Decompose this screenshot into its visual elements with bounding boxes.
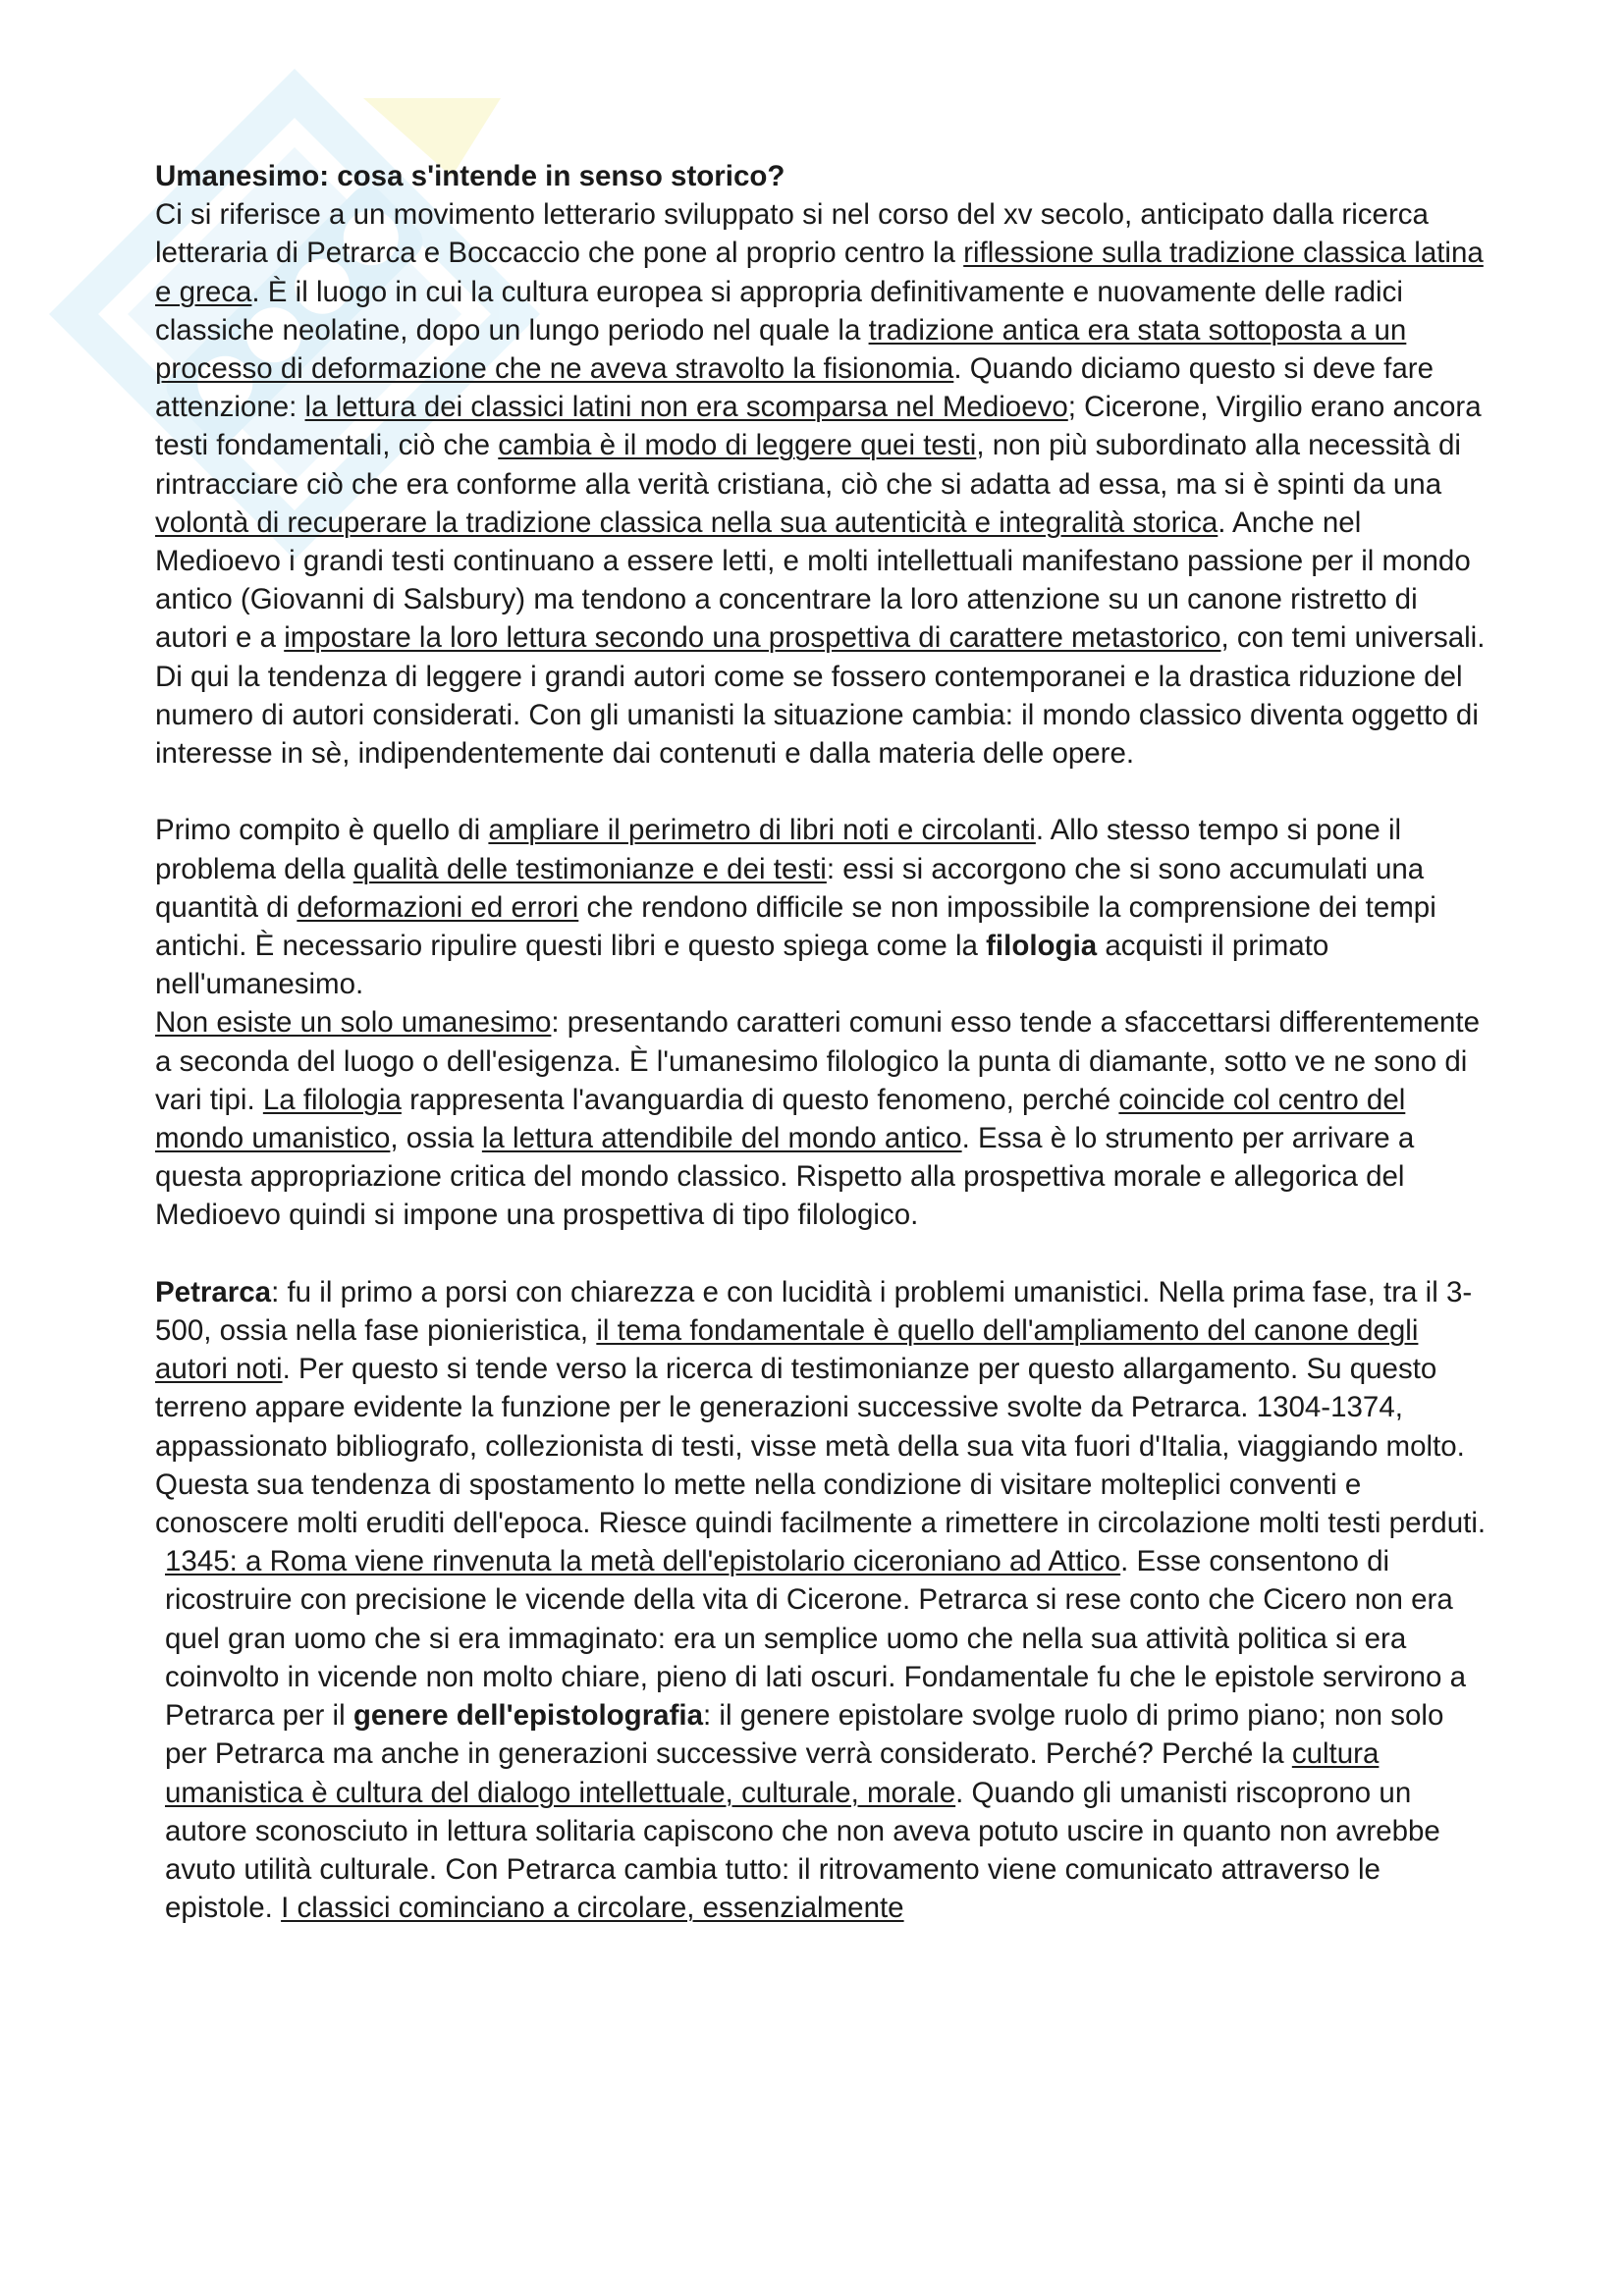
text-run: ; Cicerone, Virgilio erano ancora testi fondamentali, ciò che <box>155 391 1482 462</box>
text-run: . Per questo si tende verso la ricerca di testimonianze per questo allargamento. Su questo terreno appare evidente la funzione per le generazioni successive svolte da Petrarca. 1304-1374, appassionato bibliografo, collezionista di testi, visse metà della sua vita fuori d'Italia, viaggiando molto. Questa sua tendenza di spostamento lo mette nella condizione di visitare molteplici conventi e conoscere molti eruditi dell'epoca. Riesce quindi facilmente a rimettere in circolazione molti testi perduti. <box>155 1353 1487 1540</box>
underlined-phrase: I classici cominciano a circolare, essenzialmente <box>281 1892 904 1925</box>
text-run: . Quando gli umanisti riscoprono un autore sconosciuto in lettura solitaria capiscono che non aveva potuto uscire in quanto non avrebbe avuto utilità culturale. Con Petrarca cambia tutto: il ritrovamento viene comunicato attraverso le epistole. <box>165 1776 1440 1925</box>
paragraph-filologia <box>155 811 1490 1003</box>
text-run: : essi si accorgono che si sono accumulati una quantità di <box>155 852 1425 924</box>
text-run: : presentando caratteri comuni esso tende a sfaccettarsi differentemente a seconda del luogo o dell'esigenza. È l'umanesimo filologico la punta di diamante, sotto ve ne sono di vari tipi. <box>155 1006 1481 1116</box>
underlined-phrase: riflessione sulla tradizione classica latina e greca <box>155 237 1484 308</box>
paragraph-umanesimi <box>155 1003 1490 1234</box>
bold-term: genere dell'epistolografia <box>352 1699 704 1733</box>
text-run: . Esse consentono di ricostruire con precisione le vicende della vita di Cicerone. Petrarca si rese conto che Cicero non era quel gran uomo che si era immaginato: era un semplice uomo che nella sua attività politica si era coinvolto in vicende non molto chiare, pieno di lati oscuri. Fondamentale fu che le epistole servirono a Petrarca per il <box>165 1545 1466 1733</box>
text-run: , ossia <box>390 1122 482 1155</box>
bold-term: filologia <box>986 930 1098 963</box>
underlined-phrase: deformazioni ed errori <box>297 890 579 924</box>
underlined-phrase: impostare la loro lettura secondo una prospettiva di carattere metastorico <box>284 621 1221 655</box>
underlined-phrase: La filologia <box>262 1083 402 1116</box>
text-run: , non più subordinato alla necessità di rintracciare ciò che era conforme alla verità cristiana, ciò che si adatta ad essa, ma si è spinti da una <box>155 429 1461 501</box>
paragraph-intro <box>155 195 1490 773</box>
underlined-phrase: cultura umanistica è cultura del dialogo intellettuale, culturale, morale <box>165 1737 1380 1809</box>
underlined-phrase: volontà di recuperare la tradizione classica nella sua autenticità e integralità storica <box>155 506 1218 539</box>
text-run: . Essa è lo strumento per arrivare a questa appropriazione critica del mondo classico. Rispetto alla prospettiva morale e allegorica del Medioevo quindi si impone una prospettiva di tipo filologico. <box>155 1122 1415 1232</box>
text-run: . Quando diciamo questo si deve fare attenzione: <box>155 352 1435 424</box>
text-run: . Allo stesso tempo si pone il problema della <box>155 814 1402 885</box>
underlined-phrase: ampliare il perimetro di libri noti e circolanti <box>488 814 1036 847</box>
underlined-phrase: qualità delle testimonianze e dei testi <box>352 852 827 885</box>
underlined-phrase: la lettura attendibile del mondo antico <box>481 1122 962 1155</box>
text-run: Ci si riferisce a un movimento letterario sviluppato si nel corso del xv secolo, anticipato dalla ricerca letteraria di Petrarca e Boccaccio che pone al proprio centro la <box>155 198 1429 270</box>
underlined-phrase: Non esiste un solo umanesimo <box>155 1006 552 1040</box>
text-run: . È il luogo in cui la cultura europea si appropria definitivamente e nuovamente delle radici classiche neolatine, dopo un lungo periodo nel quale la <box>155 275 1403 347</box>
text-run: acquisti il primato nell'umanesimo. <box>155 930 1329 1001</box>
underlined-phrase: la lettura dei classici latini non era scomparsa nel Medioevo <box>304 391 1068 424</box>
text-run: , con temi universali. Di qui la tendenza di leggere i grandi autori come se fossero contemporanei e la drastica riduzione del numero di autori considerati. Con gli umanisti la situazione cambia: il mondo classico diventa oggetto di interesse in sè, indipendentemente dai contenuti e dalla materia delle opere. <box>155 621 1486 771</box>
underlined-phrase: il tema fondamentale è quello dell'ampliamento del canone degli autori noti <box>155 1314 1419 1386</box>
paragraph-epistolario <box>155 1542 1490 1927</box>
text-run: Primo compito è quello di <box>155 814 489 847</box>
document-page <box>155 157 1490 1927</box>
text-run: . Anche nel Medioevo i grandi testi continuano a essere letti, e molti intellettuali manifestano passione per il mondo antico (Giovanni di Salsbury) ma tendono a concentrare la loro attenzione su un canone ristretto di autori e a <box>155 506 1471 655</box>
bold-term: Petrarca <box>155 1275 272 1308</box>
underlined-phrase: 1345: a Roma viene rinvenuta la metà dell'epistolario ciceroniano ad Attico <box>165 1545 1121 1578</box>
text-run: : il genere epistolare svolge ruolo di primo piano; non solo per Petrarca ma anche in generazioni successive verrà considerato. Perché? Perché la <box>165 1699 1444 1771</box>
text-run: : fu il primo a porsi con chiarezza e con lucidità i problemi umanistici. Nella prima fase, tra il 3-500, ossia nella fase pionieristica, <box>155 1275 1473 1348</box>
document-title: Umanesimo: cosa s'intende in senso storico? <box>155 160 785 192</box>
underlined-phrase: cambia è il modo di leggere quei testi <box>498 429 977 462</box>
text-run: che rendono difficile se non impossibile la comprensione dei tempi antichi. È necessario ripulire questi libri e questo spiega come la <box>155 890 1436 963</box>
text-run: rappresenta l'avanguardia di questo fenomeno, perché <box>401 1083 1119 1116</box>
underlined-phrase: coincide col centro del mondo umanistico <box>155 1083 1406 1155</box>
underlined-phrase: tradizione antica era stata sottoposta a un processo di deformazione che ne aveva stravolto la fisionomia <box>155 313 1407 386</box>
paragraph-petrarca <box>155 1273 1490 1542</box>
